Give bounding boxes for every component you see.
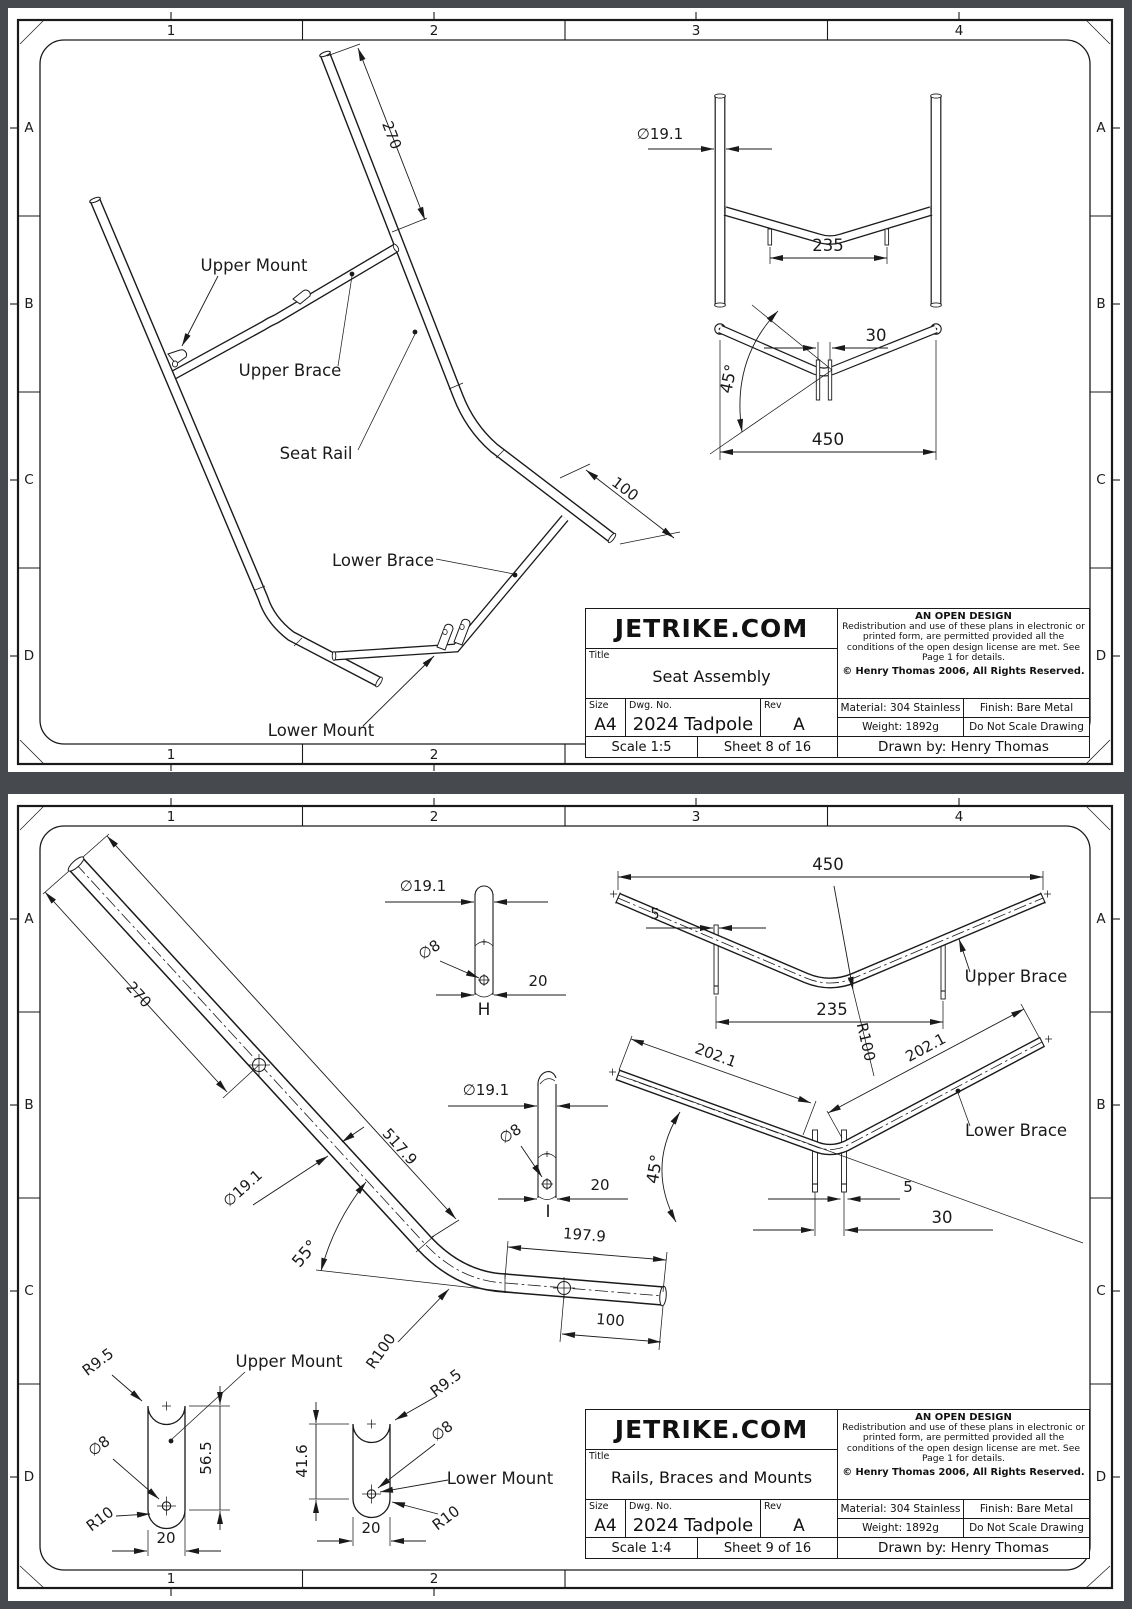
rev-cell: Rev A	[764, 1501, 805, 1536]
dim-r9-5: R9.5	[78, 1344, 118, 1380]
zone-col: 1	[166, 747, 176, 763]
label-upper-mount: Upper Mount	[200, 256, 308, 275]
detail-letter-h: H	[477, 1000, 491, 1020]
detail-letter-i: I	[545, 1202, 551, 1222]
zone-row: A	[24, 120, 34, 136]
zone-col: 3	[691, 23, 701, 39]
dwg-no-cell: Dwg. No. 2024 Tadpole	[626, 699, 761, 736]
dim-dia19: ∅19.1	[636, 125, 684, 143]
drawn-by-cell: Drawn by: Henry Thomas	[878, 739, 1049, 755]
sheet-number-cell: Sheet 9 of 16	[723, 1540, 812, 1556]
zone-col: 2	[429, 1571, 439, 1587]
dim-20: 20	[156, 1529, 176, 1547]
dim-5: 5	[650, 905, 660, 923]
rev-cell: Rev A	[764, 700, 805, 735]
upper-brace-view	[610, 855, 1067, 1076]
zone-col: 2	[429, 747, 439, 763]
zone-row: C	[1096, 1283, 1106, 1299]
zone-row: A	[24, 911, 34, 927]
dim-197-9: 197.9	[562, 1224, 607, 1246]
company-logo: JETRIKE.COM	[586, 1410, 837, 1450]
dim-dia19: ∅19.1	[219, 1166, 266, 1211]
dim-r9-5: R9.5	[426, 1365, 466, 1401]
material-cell: Material: 304 Stainless	[838, 1500, 964, 1518]
label-lower-brace: Lower Brace	[964, 1121, 1068, 1140]
zone-row: A	[1096, 911, 1106, 927]
front-view	[637, 94, 942, 460]
title-block	[585, 608, 1090, 758]
zone-col: 2	[429, 23, 439, 39]
dim-202-1-right: 202.1	[902, 1029, 949, 1066]
dim-dia19: ∅19.1	[462, 1081, 510, 1099]
dim-270: 270	[378, 118, 406, 152]
finish-cell: Finish: Bare Metal	[979, 702, 1074, 714]
dim-100: 100	[595, 1309, 626, 1331]
dim-517-9: 517.9	[378, 1124, 421, 1169]
dim-30: 30	[865, 326, 887, 345]
lower-brace-view	[609, 1004, 1083, 1243]
zone-row: A	[1096, 120, 1106, 136]
scale-cell: Scale 1:4	[586, 1538, 698, 1558]
zone-row: D	[23, 648, 35, 664]
detail-h	[385, 877, 566, 1020]
label-upper-brace: Upper Brace	[238, 361, 342, 380]
seat-rail-view	[43, 834, 667, 1372]
title-block	[585, 1409, 1090, 1559]
zone-row: D	[1095, 1469, 1107, 1485]
open-design-cell: AN OPEN DESIGN Redistribution and use of these plans in electronic or printed form, are permitted provided all the conditions of the open design license are met. See Page 1 for details. © Henry Thomas 2006, All Rights Reserved.	[838, 609, 1089, 699]
dim-20: 20	[528, 972, 548, 990]
finish-cell: Finish: Bare Metal	[979, 1503, 1074, 1515]
drawn-by-cell: Drawn by: Henry Thomas	[878, 1540, 1049, 1556]
dim-r100: R100	[852, 1020, 880, 1063]
dim-56-5: 56.5	[197, 1441, 215, 1475]
dim-202-1-left: 202.1	[692, 1039, 739, 1072]
dim-45: 45°	[716, 362, 741, 396]
title-cell	[586, 649, 837, 699]
size-cell: Size A4	[586, 699, 626, 736]
weight-cell: Weight: 1892g	[838, 718, 964, 736]
zone-col: 1	[166, 809, 176, 825]
label-seat-rail: Seat Rail	[279, 444, 353, 463]
open-design-cell: AN OPEN DESIGN Redistribution and use of these plans in electronic or printed form, are permitted provided all the conditions of the open design license are met. See Page 1 for details. © Henry Thomas 2006, All Rights Reserved.	[838, 1410, 1089, 1500]
dim-55: 55°	[288, 1236, 322, 1271]
dim-450: 450	[812, 855, 844, 874]
drawing-sheet-seat-assembly	[8, 8, 1124, 772]
dim-r100: R100	[362, 1329, 400, 1373]
title-label: Title	[589, 1451, 610, 1462]
dim-270: 270	[122, 977, 155, 1012]
zone-row: C	[24, 1283, 34, 1299]
label-upper-brace: Upper Brace	[964, 967, 1068, 986]
zone-row: C	[24, 472, 34, 488]
zone-col: 2	[429, 809, 439, 825]
zone-row: B	[1096, 1097, 1106, 1113]
dim-100: 100	[608, 473, 642, 505]
dim-235: 235	[816, 1000, 848, 1019]
company-logo: JETRIKE.COM	[586, 609, 837, 649]
scale-cell: Scale 1:5	[586, 737, 698, 757]
zone-col: 4	[954, 809, 964, 825]
label-lower-mount: Lower Mount	[446, 1469, 554, 1488]
sheet-number-cell: Sheet 8 of 16	[723, 739, 812, 755]
label-upper-mount: Upper Mount	[235, 1352, 343, 1371]
dim-r10: R10	[428, 1501, 464, 1535]
no-scale-cell: Do Not Scale Drawing	[969, 721, 1084, 733]
zone-row: D	[23, 1469, 35, 1485]
zone-row: D	[1095, 648, 1107, 664]
dim-dia8: ∅8	[495, 1120, 525, 1148]
dim-235: 235	[812, 236, 844, 255]
zone-col: 1	[166, 1571, 176, 1587]
zone-col: 1	[166, 23, 176, 39]
drawing-title: Rails, Braces and Mounts	[610, 1468, 813, 1487]
zone-row: C	[1096, 472, 1106, 488]
dim-dia19: ∅19.1	[399, 877, 447, 895]
dim-5: 5	[903, 1178, 913, 1196]
dim-dia8: ∅8	[84, 1432, 114, 1461]
drawing-sheet-rails-braces-mounts	[8, 794, 1124, 1601]
drawing-title: Seat Assembly	[652, 667, 771, 686]
title-cell	[586, 1450, 837, 1500]
zone-col: 4	[954, 23, 964, 39]
label-lower-mount: Lower Mount	[267, 721, 375, 740]
dim-20: 20	[590, 1176, 610, 1194]
dim-r10: R10	[82, 1502, 118, 1536]
dim-450: 450	[811, 430, 845, 450]
lower-mount-detail	[293, 1366, 554, 1546]
label-lower-brace: Lower Brace	[331, 551, 435, 570]
size-cell: Size A4	[586, 1500, 626, 1537]
zone-row: B	[24, 296, 34, 312]
dim-dia8: ∅8	[427, 1417, 457, 1446]
material-cell: Material: 304 Stainless	[838, 699, 964, 717]
zone-row: B	[24, 1097, 34, 1113]
dim-20: 20	[361, 1519, 381, 1537]
title-label: Title	[589, 650, 610, 661]
weight-cell: Weight: 1892g	[838, 1519, 964, 1537]
detail-i	[448, 1072, 628, 1222]
dim-dia8: ∅8	[414, 936, 444, 964]
dwg-no-cell: Dwg. No. 2024 Tadpole	[626, 1500, 761, 1537]
zone-col: 3	[691, 809, 701, 825]
dim-45: 45°	[642, 1152, 667, 1186]
zone-row: B	[1096, 296, 1106, 312]
no-scale-cell: Do Not Scale Drawing	[969, 1522, 1084, 1534]
dim-41-6: 41.6	[293, 1444, 311, 1478]
dim-30: 30	[931, 1208, 953, 1227]
